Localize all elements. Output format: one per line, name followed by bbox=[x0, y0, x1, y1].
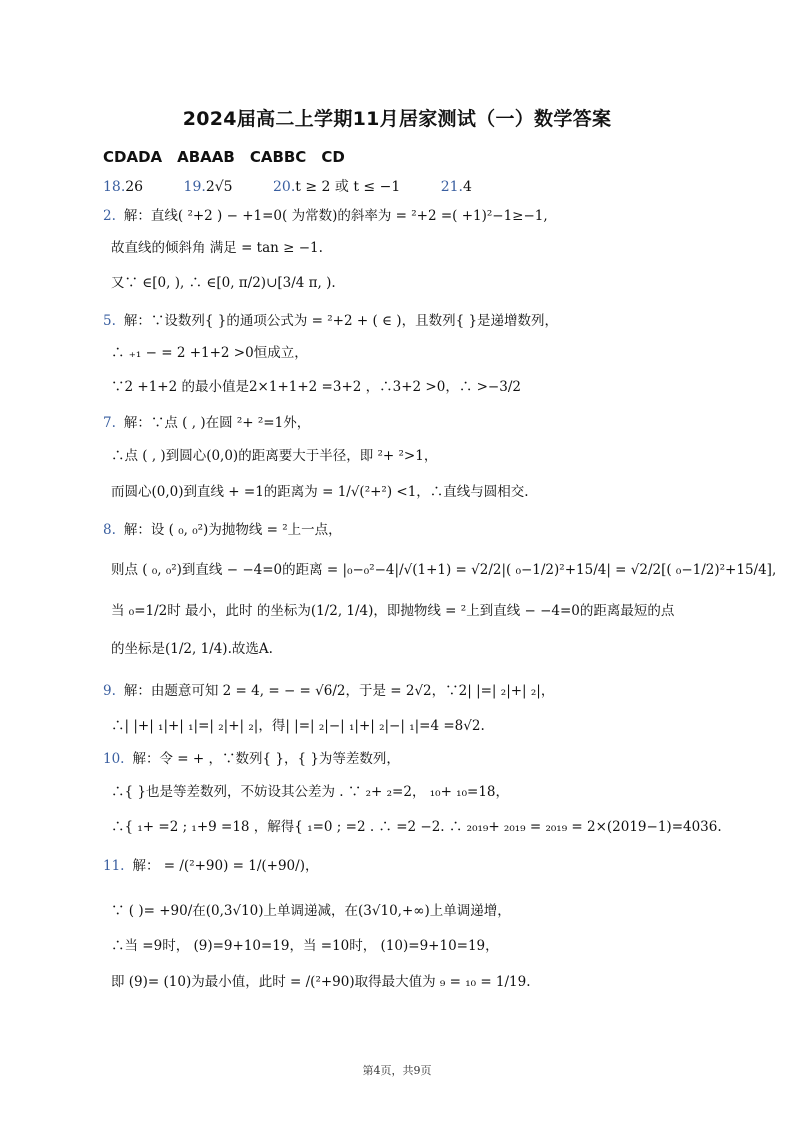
solution-line: ∴点 ( , )到圆心(0,0)的距离要大于半径，即 ²+ ²>1， bbox=[111, 448, 438, 464]
solution-line: 而圆心(0,0)到直线 + =1的距离为 = 1/√(²+²) <1，∴直线与圆相交. bbox=[111, 484, 529, 500]
solution-line: 即 (9)= (10)为最小值，此时 = /(²+90)取得最大值为 ₉ = ₁₀ = 1/19. bbox=[111, 974, 531, 990]
solution-line: ∴{ ₁+ =2 ; ₁+9 =18 ，解得{ ₁=0 ; =2 . ∴ =2 −2. ∴ ₂₀₁₉+ ₂₀₁₉ = ₂₀₁₉ = 2×(2019−1)=4036. bbox=[111, 819, 722, 835]
solution-line: 则点 ( ₀, ₀²)到直线 − −4=0的距离 = |₀−₀²−4|/√(1+1) = √2/2|( ₀−1/2)²+15/4| = √2/2[( ₀−1/2)²+15/4], bbox=[111, 562, 777, 578]
solution-line: 11. 解： = /(²+90) = 1/(+90/)， bbox=[103, 858, 319, 874]
solution-line: ∵2 +1+2 的最小值是2×1+1+2 =3+2 ，∴3+2 >0，∴ >−3/2 bbox=[111, 379, 521, 395]
solution-line: 2. 解：直线( ²+2 ) − +1=0( 为常数)的斜率为 = ²+2 =( +1)²−1≥−1, bbox=[103, 208, 548, 224]
solution-line: 故直线的倾斜角 满足 = tan ≥ −1. bbox=[111, 240, 323, 256]
solution-line: ∴ ₊₁ − = 2 +1+2 >0恒成立， bbox=[111, 345, 308, 361]
page-title: 2024届高二上学期11月居家测试（一）数学答案 bbox=[182, 108, 612, 130]
fill-answer-21: 21.4 bbox=[440, 179, 472, 195]
choice-answers: CDADA ABAAB CABBC CD bbox=[103, 148, 345, 166]
page-footer: 第4页，共9页 bbox=[362, 1064, 432, 1077]
solution-line: 7. 解：∵点 ( , )在圆 ²+ ²=1外， bbox=[103, 415, 311, 431]
solution-line: 9. 解：由题意可知 2 = 4, = − = √6/2，于是 = 2√2，∵2| |=| ₂|+| ₂|， bbox=[103, 683, 555, 699]
fill-answers bbox=[103, 176, 508, 196]
solution-line: 5. 解：∵设数列{ }的通项公式为 = ²+2 + ( ∈ )，且数列{ }是递增数列， bbox=[103, 313, 559, 329]
solution-line: 10. 解：令 = + ，∵数列{ }，{ }为等差数列， bbox=[103, 751, 400, 767]
solution-line: 的坐标是(1/2, 1/4).故选A. bbox=[111, 641, 273, 657]
solution-line: ∴| |+| ₁|+| ₁|=| ₂|+| ₂|，得| |=| ₂|−| ₁|+| ₂|−| ₁|=4 =8√2. bbox=[111, 718, 485, 734]
fill-answer-20: 20.t ≥ 2 或 t ≤ −1 bbox=[273, 179, 401, 195]
solution-line: ∵ ( )= +90/在(0,3√10)上单调递减，在(3√10,+∞)上单调递增， bbox=[111, 903, 511, 919]
solution-line: 又∵ ∈[0, ), ∴ ∈[0, π/2)∪[3/4 π, ). bbox=[111, 275, 336, 291]
solution-line: ∴{ }也是等差数列，不妨设其公差为 . ∵ ₂+ ₂=2， ₁₀+ ₁₀=18， bbox=[111, 784, 509, 800]
solution-line: ∴当 =9时， (9)=9+10=19，当 =10时， (10)=9+10=19， bbox=[111, 938, 499, 954]
solution-line: 8. 解：设 ( ₀, ₀²)为抛物线 = ²上一点， bbox=[103, 522, 342, 538]
solution-line: 当 ₀=1/2时 最小，此时 的坐标为(1/2, 1/4)，即抛物线 = ²上到直线 − −4=0的距离最短的点 bbox=[111, 603, 675, 619]
fill-answer-19: 19.2√5 bbox=[183, 179, 233, 195]
fill-answer-18: 18.26 bbox=[103, 179, 144, 195]
